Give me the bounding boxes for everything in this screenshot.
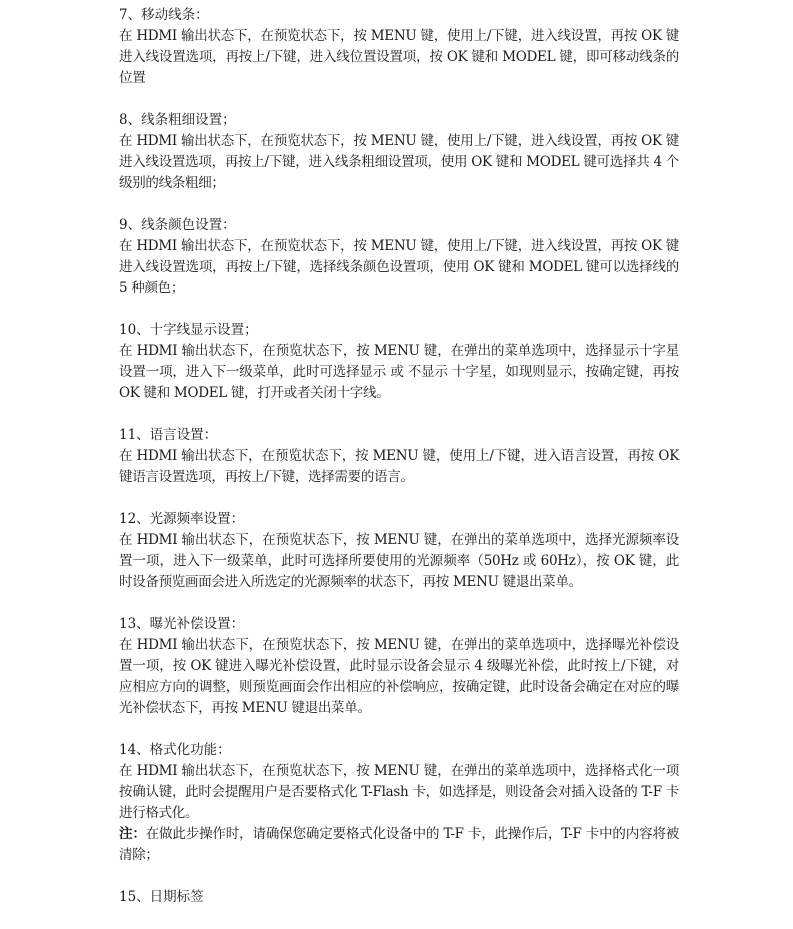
- section-heading: 10、十字线显示设置；: [119, 322, 258, 338]
- section-heading: 15、日期标签: [119, 889, 204, 905]
- section-heading: 7、移动线条：: [119, 7, 209, 23]
- section-15-date-label: [119, 887, 679, 908]
- section-paragraph: 在 HDMI 输出状态下，在预览状态下，按 MENU 键，使用上/下键，进入线设置，再按 OK 键进入线设置选项，再按上/下键，进入线位置设置项，按 OK 键和 MODEL 键，即可移动线条的位置: [119, 28, 679, 86]
- warning-note: [119, 824, 679, 866]
- document-body: [119, 5, 679, 929]
- section-paragraph: 在 HDMI 输出状态下，在预览状态下，按 MENU 键，使用上/下键，进入线设置，再按 OK 键进入线设置选项，再按上/下键，选择线条颜色设置项，使用 OK 键和 MODEL 键可以选择线的 5 种颜色；: [119, 238, 679, 296]
- section-12-light-frequency: [119, 509, 679, 593]
- note-label: 注：: [119, 826, 146, 842]
- section-9-line-color: [119, 215, 679, 299]
- section-paragraph: 在 HDMI 输出状态下，在预览状态下，按 MENU 键，在弹出的菜单选项中，选择显示十字星设置一项，进入下一级菜单，此时可选择显示 或 不显示 十字星，如现则显示，按确定键，再按 OK 键和 MODEL 键，打开或者关闭十字线。: [119, 343, 679, 401]
- section-paragraph: 在 HDMI 输出状态下，在预览状态下，按 MENU 键，在弹出的菜单选项中，选择格式化一项按确认键，此时会提醒用户是否要格式化 T-Flash 卡，如选择是，则设备会对插入设备的 T-F 卡进行格式化。: [119, 763, 679, 821]
- section-paragraph: 在 HDMI 输出状态下，在预览状态下，按 MENU 键，使用上/下键，进入线设置，再按 OK 键进入线设置选项，再按上/下键，进入线条粗细设置项，使用 OK 键和 MODEL 键可选择共 4 个级别的线条粗细；: [119, 133, 679, 191]
- section-14-format: [119, 740, 679, 866]
- section-10-crosshair: [119, 320, 679, 404]
- section-paragraph: 在 HDMI 输出状态下，在预览状态下，按 MENU 键，在弹出的菜单选项中，选择光源频率设置一项，进入下一级菜单，此时可选择所要使用的光源频率（50Hz 或 60Hz），按 OK 键，此时设备预览画面会进入所选定的光源频率的状态下，再按 MENU 键退出菜单。: [119, 532, 679, 590]
- section-paragraph: 在 HDMI 输出状态下，在预览状态下，按 MENU 键，使用上/下键，进入语言设置，再按 OK 键语言设置选项，再按上/下键，选择需要的语言。: [119, 448, 679, 485]
- section-heading: 12、光源频率设置：: [119, 511, 245, 527]
- section-heading: 13、曝光补偿设置：: [119, 616, 245, 632]
- section-heading: 14、格式化功能：: [119, 742, 231, 758]
- section-heading: 11、语言设置：: [119, 427, 218, 443]
- section-8-line-thickness: [119, 110, 679, 194]
- note-text: 在做此步操作时，请确保您确定要格式化设备中的 T-F 卡，此操作后，T-F 卡中的内容将被清除；: [119, 826, 679, 863]
- section-7-move-lines: [119, 5, 679, 89]
- section-paragraph: 在 HDMI 输出状态下，在预览状态下，按 MENU 键，在弹出的菜单选项中，选择曝光补偿设置一项，按 OK 键进入曝光补偿设置，此时显示设备会显示 4 级曝光补偿，此时按上/下键，对应相应方向的调整，则预览画面会作出相应的补偿响应，按确定键，此时设备会确定在对应的曝光补偿状态下，再按 MENU 键退出菜单。: [119, 637, 679, 716]
- section-13-exposure: [119, 614, 679, 719]
- section-11-language: [119, 425, 679, 488]
- section-heading: 8、线条粗细设置；: [119, 112, 236, 128]
- section-heading: 9、线条颜色设置：: [119, 217, 236, 233]
